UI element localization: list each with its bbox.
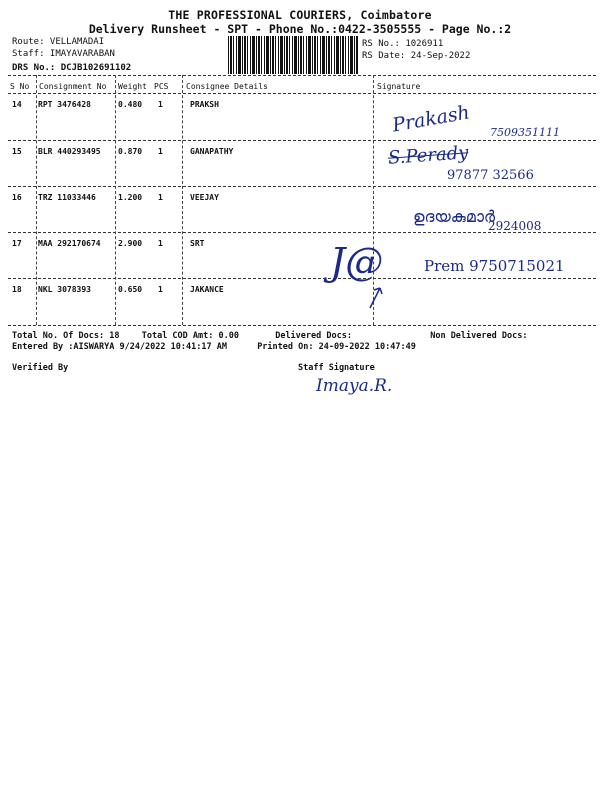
signature-malayalam: ഉദയകുമാർ: [413, 207, 496, 226]
row-weight: 0.650: [118, 285, 143, 294]
row-sno: 17: [12, 239, 22, 248]
col-header-pcs: PCS: [154, 82, 169, 91]
delivered-docs: Delivered Docs:: [275, 331, 352, 341]
table-bottom-rule: [8, 325, 596, 326]
signature-phone-14: 7509351111: [490, 126, 560, 139]
row-consignee: PRAKSH: [190, 100, 219, 109]
row-sno: 18: [12, 285, 22, 294]
row-weight: 0.870: [118, 147, 143, 156]
row-sno: 16: [12, 193, 22, 202]
rs-info: [362, 38, 470, 62]
total-docs: Total No. Of Docs: 18: [12, 331, 120, 341]
signature-phone-16: 2924008: [488, 219, 542, 233]
col-header-sno: S No: [10, 82, 30, 91]
row-consignee: SRT: [190, 239, 205, 248]
totals-line: [12, 331, 527, 341]
printed-on: Printed On: 24-09-2022 10:47:49: [257, 342, 416, 352]
entry-line: [12, 342, 416, 352]
row-consignee: GANAPATHY: [190, 147, 234, 156]
row-sno: 15: [12, 147, 22, 156]
col-header-signature: Signature: [377, 82, 421, 91]
rs-number: RS No.: 1026911: [362, 39, 444, 49]
row-consignment: NKL 3078393: [38, 285, 91, 294]
column-divider: [182, 75, 183, 325]
signature-perady: S.Perady: [387, 142, 470, 169]
route-info: [12, 36, 131, 74]
non-delivered-docs: Non Delivered Docs:: [430, 331, 528, 341]
verified-by: Verified By: [12, 363, 69, 373]
staff-signature: Imaya.R.: [316, 376, 393, 396]
column-divider: [36, 75, 37, 325]
route-label: Route: VELLAMADAI: [12, 37, 105, 47]
row-consignment: MAA 292170674: [38, 239, 101, 248]
row-pcs: 1: [158, 193, 163, 202]
signature-mark-17: J@: [330, 240, 384, 284]
col-header-consignment: Consignment No: [39, 82, 107, 91]
row-pcs: 1: [158, 285, 163, 294]
column-divider: [115, 75, 116, 325]
row-weight: 2.900: [118, 239, 143, 248]
table-top-rule: [8, 75, 596, 76]
col-header-weight: Weight: [118, 82, 147, 91]
col-header-consignee: Consignee Details: [186, 82, 268, 91]
arrow-icon: [366, 282, 388, 310]
staff-signature-label: Staff Signature: [298, 363, 375, 373]
row-pcs: 1: [158, 239, 163, 248]
row-rule: [8, 278, 596, 279]
drs-number: DRS No.: DCJB102691102: [12, 63, 132, 73]
row-weight: 0.480: [118, 100, 143, 109]
total-cod: Total COD Amt: 0.00: [141, 331, 239, 341]
staff-label: Staff: IMAYAVARABAN: [12, 49, 115, 59]
company-title: THE PROFESSIONAL COURIERS, Coimbatore: [168, 8, 432, 22]
row-consignment: RPT 3476428: [38, 100, 91, 109]
signature-phone-15: 97877 32566: [447, 168, 534, 183]
barcode: [228, 36, 358, 74]
row-pcs: 1: [158, 147, 163, 156]
signature-prem: Prem 9750715021: [424, 257, 565, 275]
row-consignment: BLR 440293495: [38, 147, 101, 156]
signature-prakash: Prakash: [390, 101, 472, 137]
header-rule: [8, 93, 596, 94]
row-consignee: VEEJAY: [190, 193, 219, 202]
rs-date: RS Date: 24-Sep-2022: [362, 51, 471, 61]
row-pcs: 1: [158, 100, 163, 109]
row-consignment: TRZ 11033446: [38, 193, 96, 202]
entered-by: Entered By :AISWARYA 9/24/2022 10:41:17 AM: [12, 342, 227, 352]
row-weight: 1.200: [118, 193, 143, 202]
row-rule: [8, 140, 596, 141]
runsheet-subtitle: Delivery Runsheet - SPT - Phone No.:0422-3505555 - Page No.:2: [88, 22, 512, 36]
row-sno: 14: [12, 100, 22, 109]
row-consignee: JAKANCE: [190, 285, 224, 294]
row-rule: [8, 186, 596, 187]
